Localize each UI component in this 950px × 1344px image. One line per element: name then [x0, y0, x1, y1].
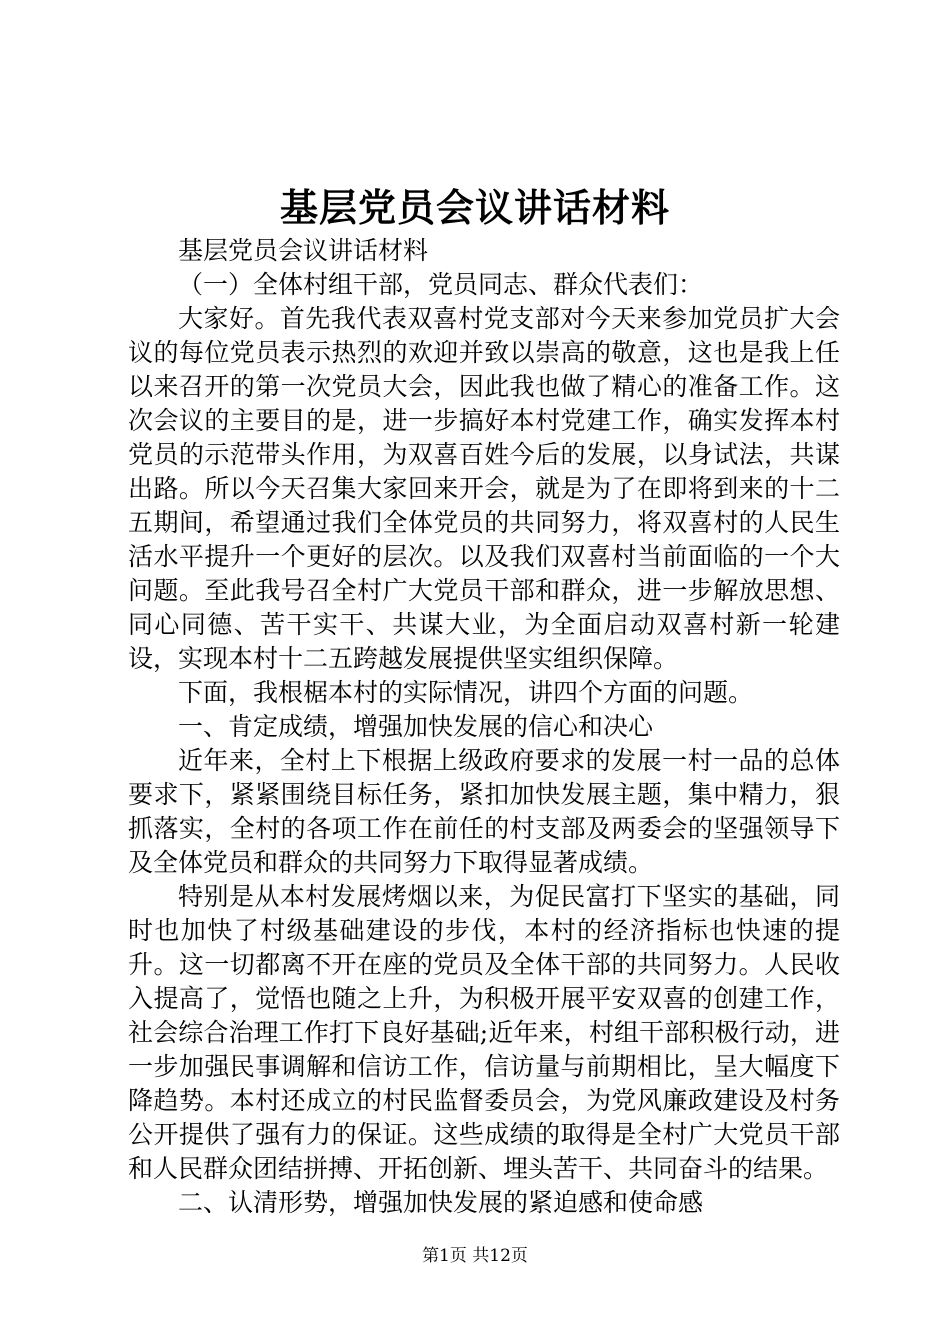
- paragraph-intro-topics: 下面，我根椐本村的实际情况，讲四个方面的问题。: [178, 678, 754, 707]
- section-heading-2: 二、认清形势，增强加快发展的紧迫感和使命感: [178, 1188, 704, 1217]
- paragraph-tobacco-development: 特别是从本村发展烤烟以来，为促民富打下坚实的基础，同时也加快了村级基础建设的步伐，本村的经济指标也快速的提升。这一切都离不开在座的党员及全体干部的共同努力。人民收入提高了，觉悟也随之上升，为积极开展平安双喜的创建工作，社会综合治理工作打下良好基础;近年来，村组干部积极行动，进一步加强民事调解和信访工作，信访量与前期相比，呈大幅度下降趋势。本村还成立的村民监督委员会，为党风廉政建设及村务公开提供了强有力的保证。这些成绩的取得是全村广大党员干部和人民群众团结拼搏、开拓创新、埋头苦干、共同奋斗的结果。: [128, 882, 840, 1183]
- page-footer: 第1页 共12页: [422, 1246, 528, 1266]
- section-heading-1: 一、肯定成绩，增强加快发展的信心和决心: [178, 712, 654, 741]
- document-body: [128, 234, 840, 1220]
- paragraph-salutation: （一）全体村组干部，党员同志、群众代表们：: [178, 270, 704, 299]
- paragraph-achievements: 近年来，全村上下根据上级政府要求的发展一村一品的总体要求下，紧紧围绕目标任务，紧扣加快发展主题，集中精力，狠抓落实，全村的各项工作在前任的村支部及两委会的坚强领导下及全体党员和群众的共同努力下取得显著成绩。: [128, 746, 840, 877]
- paragraph-subtitle: 基层党员会议讲话材料: [178, 236, 429, 265]
- document-title: 基层党员会议讲话材料: [279, 185, 670, 230]
- paragraph-opening: 大家好。首先我代表双喜村党支部对今天来参加党员扩大会议的每位党员表示热烈的欢迎并致以崇高的敬意，这也是我上任以来召开的第一次党员大会，因此我也做了精心的准备工作。这次会议的主要目的是，进一步搞好本村党建工作，确实发挥本村党员的示范带头作用，为双喜百姓今后的发展，以身试法，共谋出路。所以今天召集大家回来开会，就是为了在即将到来的十二五期间，希望通过我们全体党员的共同努力，将双喜村的人民生活水平提升一个更好的层次。以及我们双喜村当前面临的一个大问题。至此我号召全村广大党员干部和群众，进一步解放思想、同心同德、苦干实干、共谋大业，为全面启动双喜村新一轮建设，实现本村十二五跨越发展提供坚实组织保障。: [128, 304, 840, 673]
